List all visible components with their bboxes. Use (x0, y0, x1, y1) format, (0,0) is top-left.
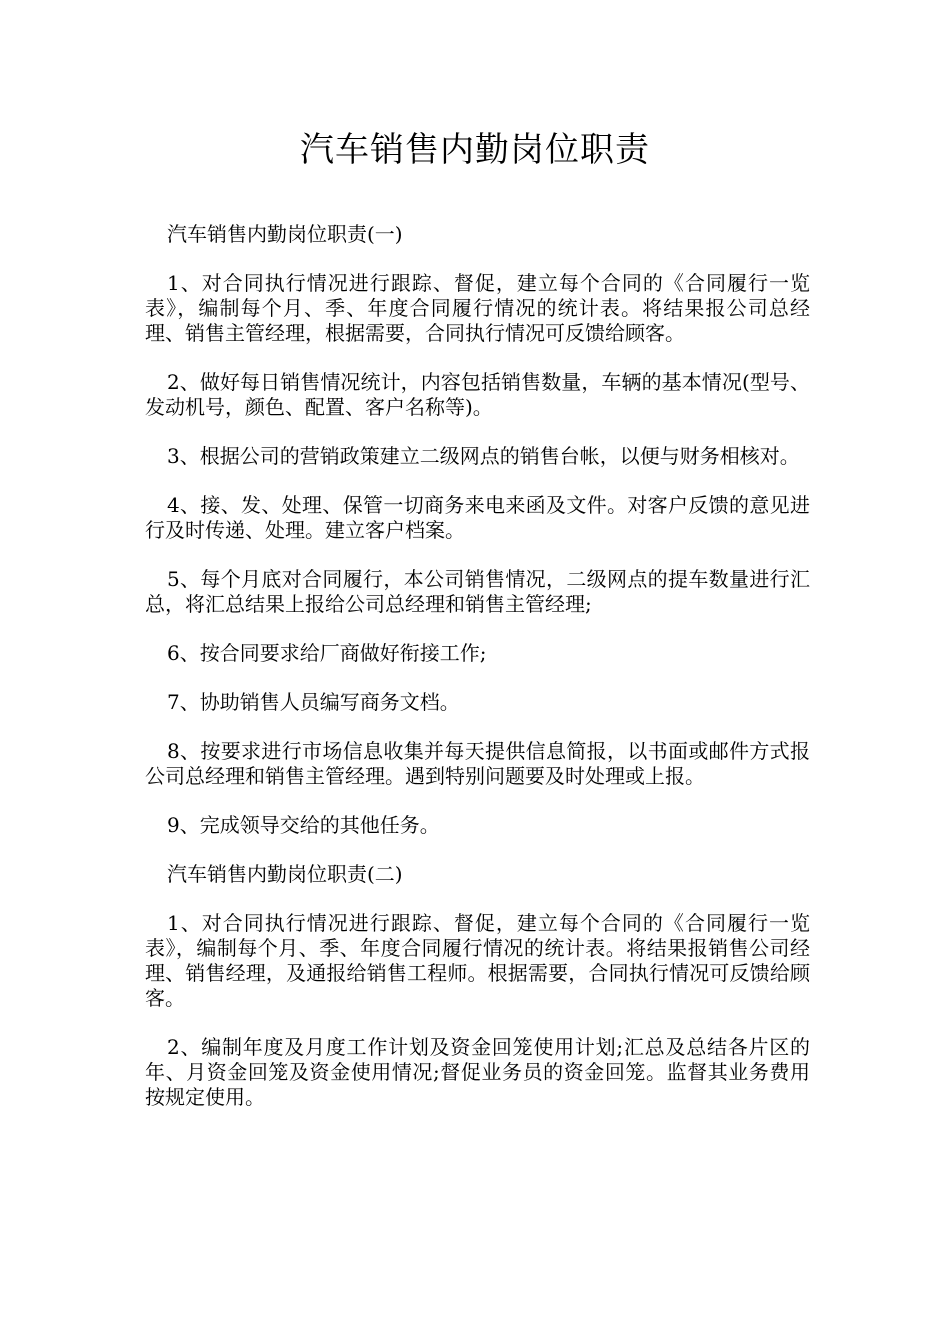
section-1-item-9: 9、完成领导交给的其他任务。 (167, 813, 440, 837)
section-heading-1: 汽车销售内勤岗位职责(一) (167, 222, 403, 246)
section-2-item-2: 2、编制年度及月度工作计划及资金回笼使用计划;汇总及总结各片区的年、月资金回笼及资金使用情况;督促业务员的资金回笼。监督其业务费用按规定使用。 (145, 1035, 810, 1109)
section-2-item-1: 1、对合同执行情况进行跟踪、督促，建立每个合同的《合同履行一览表》，编制每个月、季、年度合同履行情况的统计表。将结果报销售公司经理、销售经理，及通报给销售工程师。根据需要，合同执行情况可反馈给顾客。 (145, 911, 810, 1010)
section-1-item-1: 1、对合同执行情况进行跟踪、督促，建立每个合同的《合同履行一览表》，编制每个月、季、年度合同履行情况的统计表。将结果报公司总经理、销售主管经理，根据需要，合同执行情况可反馈给顾客。 (145, 271, 810, 345)
section-heading-2: 汽车销售内勤岗位职责(二) (167, 862, 403, 886)
section-1-item-4: 4、接、发、处理、保管一切商务来电来函及文件。对客户反馈的意见进行及时传递、处理。建立客户档案。 (145, 493, 810, 542)
document-body (145, 222, 810, 1134)
section-1-item-7: 7、协助销售人员编写商务文档。 (167, 690, 460, 714)
section-1-item-8: 8、按要求进行市场信息收集并每天提供信息简报，以书面或邮件方式报公司总经理和销售主管经理。遇到特别问题要及时处理或上报。 (145, 739, 810, 788)
section-1-item-6: 6、按合同要求给厂商做好衔接工作; (167, 641, 487, 665)
section-1-item-3: 3、根据公司的营销政策建立二级网点的销售台帐，以便与财务相核对。 (167, 444, 800, 468)
section-1-item-5: 5、每个月底对合同履行，本公司销售情况，二级网点的提车数量进行汇总，将汇总结果上报给公司总经理和销售主管经理; (145, 567, 810, 616)
document-title: 汽车销售内勤岗位职责 (300, 130, 650, 170)
section-1-item-2: 2、做好每日销售情况统计，内容包括销售数量，车辆的基本情况(型号、发动机号，颜色、配置、客户名称等)。 (145, 370, 810, 419)
